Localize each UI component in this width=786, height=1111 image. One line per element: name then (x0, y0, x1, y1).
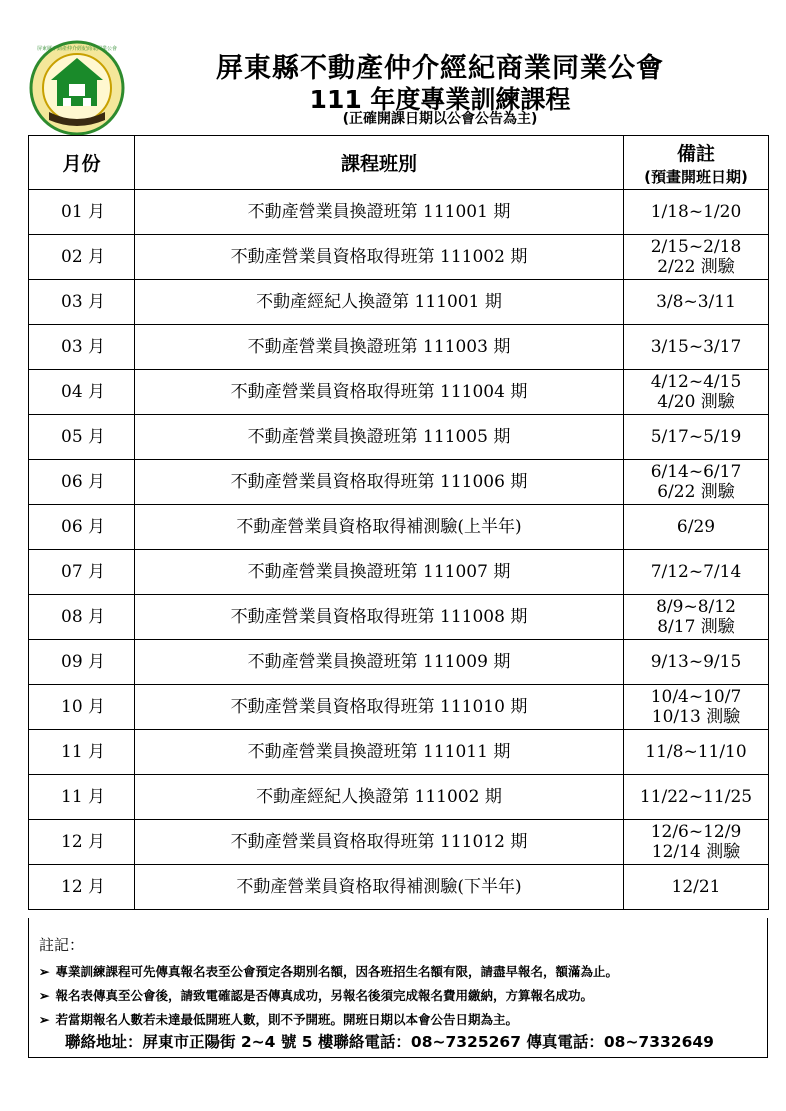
row-remarks (624, 685, 769, 730)
row-month: 11 月 (29, 775, 135, 820)
table-row (29, 325, 769, 370)
table-row (29, 190, 769, 235)
row-month: 09 月 (29, 640, 135, 685)
row-date: 8/9~8/12 (656, 597, 736, 617)
row-date: 2/15~2/18 (650, 237, 742, 257)
row-exam-date: 6/22 測驗 (657, 482, 735, 502)
table-row (29, 685, 769, 730)
date-note: (正確開課日期以公會公告為主) (342, 111, 538, 127)
row-exam-date: 8/17 測驗 (657, 617, 735, 637)
table-row (29, 280, 769, 325)
row-remarks (624, 775, 769, 820)
course-schedule-table (28, 135, 769, 910)
row-remarks (624, 190, 769, 235)
row-course: 不動產營業員資格取得補測驗(下半年) (135, 865, 624, 910)
row-month: 03 月 (29, 325, 135, 370)
row-month: 12 月 (29, 865, 135, 910)
note-item: ➢ 若當期報名人數若未達最低開班人數，則不予開班。開班日期以本會公告日期為主。 (39, 1012, 518, 1027)
table-row (29, 640, 769, 685)
note-item: ➢ 報名表傳真至公會後，請致電確認是否傳真成功，另報名後須完成報名費用繳納，方算報名成功。 (39, 988, 593, 1003)
row-date: 9/13~9/15 (650, 652, 742, 672)
row-course: 不動產營業員資格取得班第 111006 期 (135, 460, 624, 505)
row-month: 08 月 (29, 595, 135, 640)
header-remarks-sub: (預畫開班日期) (644, 167, 748, 186)
table-row (29, 550, 769, 595)
row-remarks (624, 550, 769, 595)
row-date: 7/12~7/14 (650, 562, 742, 582)
table-row (29, 415, 769, 460)
notes-section (28, 918, 768, 1058)
row-date: 12/6~12/9 (650, 822, 742, 842)
table-row (29, 775, 769, 820)
row-remarks (624, 640, 769, 685)
row-date: 10/4~10/7 (650, 687, 742, 707)
row-month: 10 月 (29, 685, 135, 730)
table-row (29, 370, 769, 415)
row-remarks (624, 505, 769, 550)
row-date: 3/8~3/11 (656, 292, 736, 312)
association-logo (27, 40, 127, 136)
contact-info: 聯絡地址：屏東市正陽街 2~4 號 5 樓聯絡電話：08~7325267 傳真電話：08~7332649 (65, 1033, 714, 1051)
row-course: 不動產營業員換證班第 111001 期 (135, 190, 624, 235)
row-remarks (624, 865, 769, 910)
row-remarks (624, 595, 769, 640)
header-month: 月份 (29, 136, 135, 190)
table-row (29, 505, 769, 550)
table-row (29, 460, 769, 505)
row-month: 02 月 (29, 235, 135, 280)
row-course: 不動產營業員資格取得補測驗(上半年) (135, 505, 624, 550)
row-remarks (624, 280, 769, 325)
row-date: 5/17~5/19 (650, 427, 742, 447)
row-exam-date: 4/20 測驗 (657, 392, 735, 412)
row-course: 不動產經紀人換證第 111001 期 (135, 280, 624, 325)
logo-text: 屏東縣不動產仲介經紀商業同業公會 (36, 46, 118, 52)
row-remarks (624, 370, 769, 415)
row-date: 12/21 (671, 877, 721, 897)
row-date: 11/8~11/10 (645, 742, 747, 762)
org-name: 屏東縣不動產仲介經紀商業同業公會 (216, 53, 664, 84)
table-header-row (29, 136, 769, 190)
row-course: 不動產營業員資格取得班第 111004 期 (135, 370, 624, 415)
row-exam-date: 12/14 測驗 (651, 842, 741, 862)
row-course: 不動產營業員資格取得班第 111002 期 (135, 235, 624, 280)
table-row (29, 730, 769, 775)
notes-label: 註記： (39, 936, 85, 954)
row-remarks (624, 325, 769, 370)
row-exam-date: 10/13 測驗 (651, 707, 741, 727)
row-course: 不動產經紀人換證第 111002 期 (135, 775, 624, 820)
row-remarks (624, 460, 769, 505)
row-month: 05 月 (29, 415, 135, 460)
header-remarks-label: 備註 (676, 142, 715, 165)
table-row (29, 595, 769, 640)
row-course: 不動產營業員換證班第 111011 期 (135, 730, 624, 775)
row-month: 03 月 (29, 280, 135, 325)
row-remarks (624, 235, 769, 280)
header-course: 課程班別 (135, 136, 624, 190)
row-course: 不動產營業員換證班第 111007 期 (135, 550, 624, 595)
header-remarks (624, 136, 769, 190)
table-row (29, 820, 769, 865)
row-date: 6/29 (676, 517, 716, 537)
row-date: 11/22~11/25 (639, 787, 753, 807)
row-date: 6/14~6/17 (650, 462, 742, 482)
row-month: 01 月 (29, 190, 135, 235)
row-month: 12 月 (29, 820, 135, 865)
table-row (29, 865, 769, 910)
row-course: 不動產營業員資格取得班第 111010 期 (135, 685, 624, 730)
row-exam-date: 2/22 測驗 (657, 257, 735, 277)
row-course: 不動產營業員換證班第 111009 期 (135, 640, 624, 685)
page-title: 111 年度專業訓練課程 (309, 85, 571, 114)
table-row (29, 235, 769, 280)
row-course: 不動產營業員換證班第 111005 期 (135, 415, 624, 460)
row-month: 04 月 (29, 370, 135, 415)
row-remarks (624, 820, 769, 865)
row-course: 不動產營業員資格取得班第 111008 期 (135, 595, 624, 640)
row-remarks (624, 415, 769, 460)
row-course: 不動產營業員資格取得班第 111012 期 (135, 820, 624, 865)
row-date: 1/18~1/20 (650, 202, 742, 222)
note-item: ➢ 專業訓練課程可先傳真報名表至公會預定各期別名額，因各班招生名額有限，請盡早報名，額滿為止。 (39, 964, 618, 979)
row-month: 06 月 (29, 505, 135, 550)
row-month: 07 月 (29, 550, 135, 595)
row-month: 11 月 (29, 730, 135, 775)
row-month: 06 月 (29, 460, 135, 505)
row-date: 3/15~3/17 (650, 337, 742, 357)
row-remarks (624, 730, 769, 775)
row-course: 不動產營業員換證班第 111003 期 (135, 325, 624, 370)
row-date: 4/12~4/15 (650, 372, 742, 392)
